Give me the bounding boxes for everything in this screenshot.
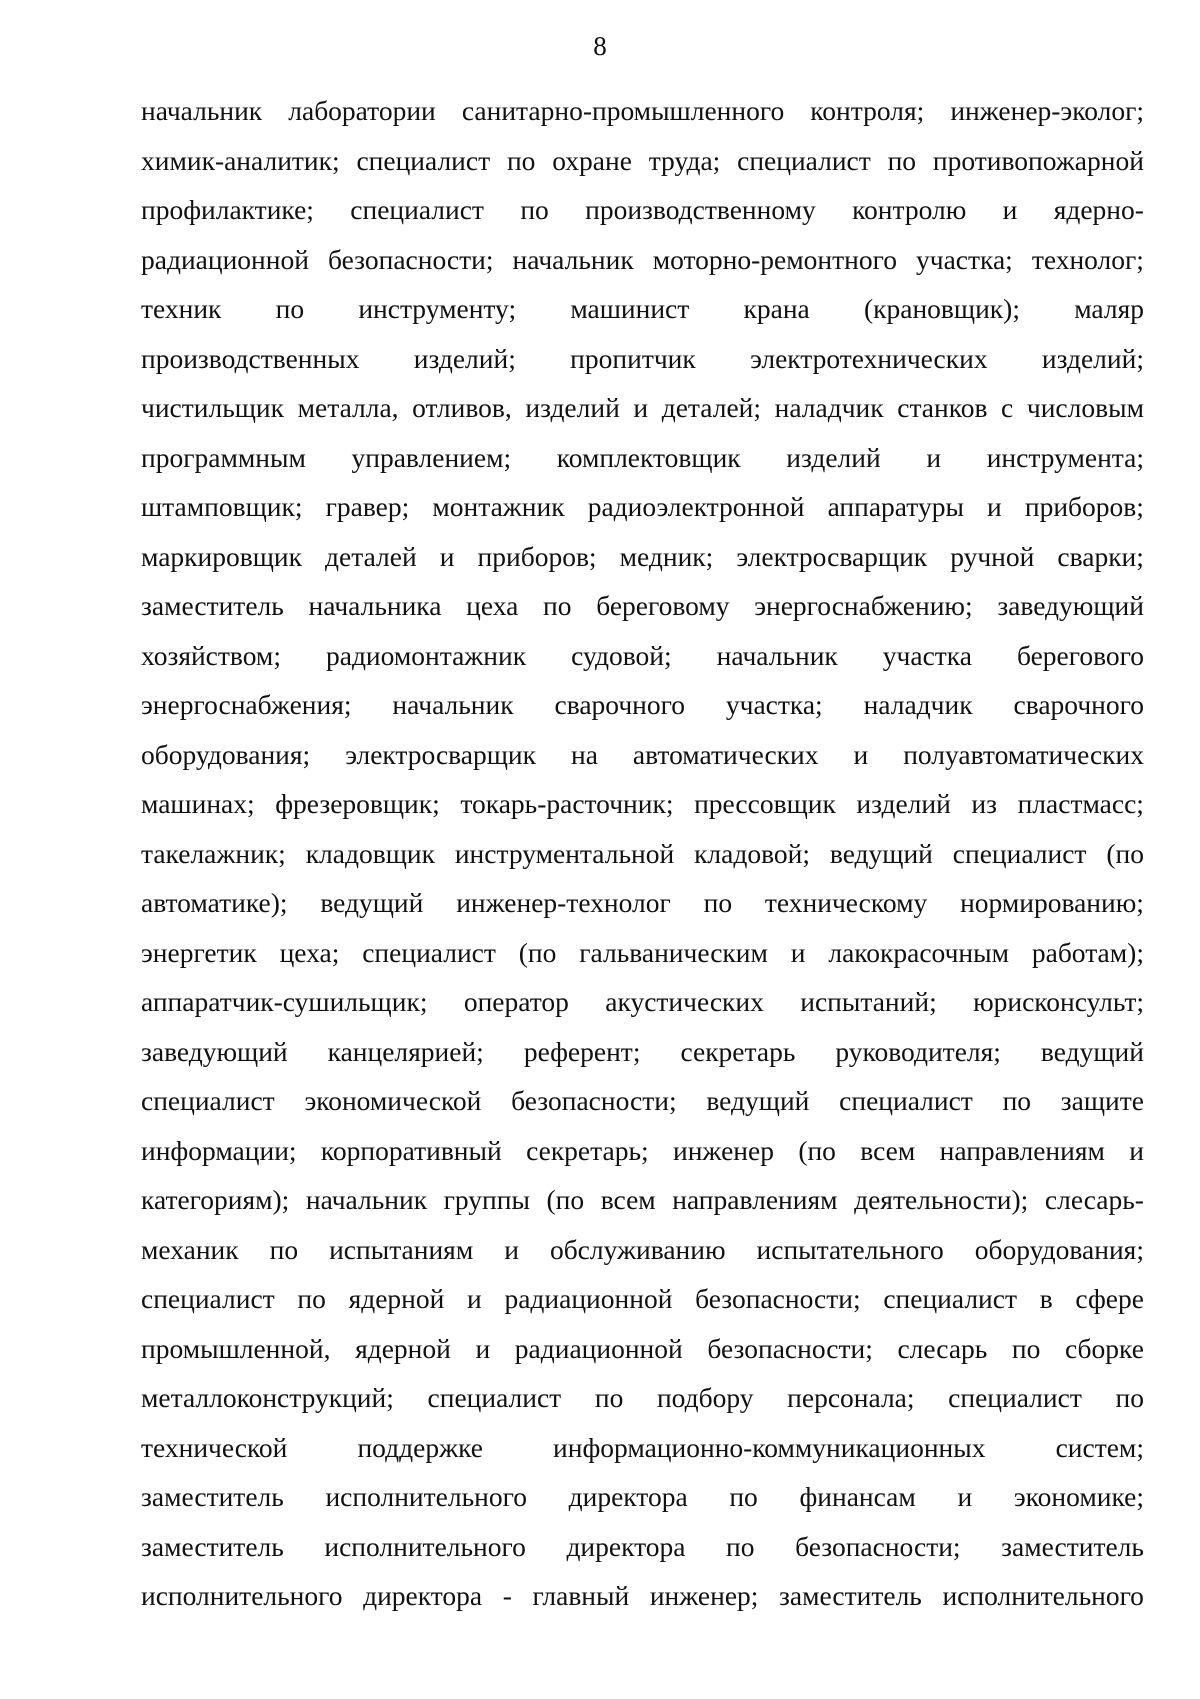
text-word: и [853, 738, 869, 770]
text-line [141, 1225, 1144, 1275]
text-word: техник [141, 293, 222, 324]
text-word: начальник [716, 639, 838, 671]
text-word: начальника [308, 590, 442, 621]
text-word: юрисконсульт; [973, 986, 1144, 1017]
text-word: специалист [356, 144, 491, 176]
text-word: изделий [856, 788, 951, 819]
text-word: работам); [1031, 936, 1144, 968]
text-line [141, 1324, 1144, 1374]
text-word: берегового [1016, 639, 1144, 671]
text-word: автоматике); [141, 887, 288, 918]
text-word: токарь-расточник; [460, 788, 674, 819]
text-line [141, 1175, 1144, 1225]
text-word: автоматических [632, 738, 819, 770]
text-word: сфере [1075, 1283, 1144, 1314]
text-word: производственных [141, 342, 360, 374]
text-word: систем; [1055, 1431, 1144, 1463]
text-line [141, 581, 1144, 631]
text-word: сварочного [554, 689, 685, 720]
text-word: химик-аналитик; [141, 144, 340, 176]
text-word: по [729, 1481, 758, 1512]
text-word: металлоконструкций; [141, 1382, 394, 1413]
text-word: участка; [725, 689, 823, 720]
text-word: (по [1106, 837, 1144, 869]
text-word: на [570, 738, 598, 770]
text-word: производственному [585, 194, 816, 225]
text-line [141, 1274, 1144, 1324]
text-word: числовым [1026, 392, 1144, 423]
text-word: поддержке [357, 1431, 483, 1463]
text-word: группы [443, 1184, 530, 1215]
text-word: секретарь; [526, 1134, 649, 1166]
text-word: лаборатории [288, 95, 436, 126]
text-word: ручной [950, 540, 1035, 572]
text-word: ядерно- [1053, 194, 1144, 225]
text-word: всем [600, 1184, 656, 1215]
text-word: изделий; [413, 342, 516, 374]
text-word: электротехнических [750, 342, 988, 374]
text-word: канцелярией; [327, 1035, 484, 1067]
text-line [141, 1472, 1144, 1522]
text-word: (по [798, 1134, 836, 1166]
text-word: труда; [648, 144, 721, 176]
text-word: и [1002, 194, 1018, 225]
text-word: по [275, 293, 305, 324]
text-word: специалист [350, 194, 484, 225]
text-word: участка [882, 639, 972, 671]
text-line [141, 1373, 1144, 1423]
text-word: в [1039, 1283, 1053, 1314]
text-word: радиомонтажник [325, 639, 527, 671]
text-word: энергоснабжения; [141, 689, 352, 720]
text-word: безопасности; [695, 1283, 861, 1314]
text-word: монтажник [432, 491, 565, 522]
text-word: участка; [915, 243, 1013, 275]
text-word: металла, [297, 392, 399, 423]
text-word: заместитель [141, 1481, 284, 1512]
text-word: цеха [466, 590, 519, 621]
text-word: финансам [799, 1481, 916, 1512]
page-number: 8 [593, 31, 607, 61]
text-word: оборудования; [974, 1233, 1144, 1265]
text-word: фрезеровщик; [275, 788, 440, 819]
text-word: береговому [596, 590, 730, 621]
text-line [141, 1076, 1144, 1126]
text-word: крана [743, 293, 810, 324]
text-word: инструментальной [454, 837, 675, 869]
body-text [141, 86, 1144, 1621]
text-word: полуавтоматических [903, 738, 1144, 770]
text-word: испытаний; [800, 986, 937, 1017]
text-word: референт; [523, 1035, 641, 1067]
text-word: энергетик [141, 936, 257, 968]
text-word: специалист [427, 1382, 562, 1413]
text-line [141, 433, 1144, 483]
text-word: заместитель [141, 1530, 284, 1562]
text-word: заместитель [141, 590, 284, 621]
text-line [141, 235, 1144, 285]
text-word: (крановщик); [863, 293, 1020, 324]
text-word: (по [518, 936, 557, 968]
text-word: с [1001, 392, 1014, 423]
text-word: приборов; [1024, 491, 1144, 522]
text-line [141, 136, 1144, 186]
text-word: по [594, 1382, 624, 1413]
text-word: цеха; [279, 936, 340, 968]
text-word: ядерной [355, 1332, 451, 1364]
text-word: изделий [525, 392, 620, 423]
text-word: оборудования; [141, 738, 311, 770]
text-word: специалист [952, 837, 1087, 869]
text-word: профилактике; [141, 194, 314, 225]
text-word: сборке [1065, 1332, 1144, 1364]
text-word: начальник [141, 95, 263, 126]
text-word: и [987, 491, 1002, 522]
text-word: по [543, 590, 572, 621]
text-word: по [520, 194, 549, 225]
text-word: и [957, 1481, 973, 1512]
text-word: и [633, 392, 649, 423]
text-word: кладовщик [305, 837, 435, 869]
text-word: начальник [305, 1184, 428, 1215]
text-word: аппаратуры [827, 491, 964, 522]
text-word: кладовой; [694, 837, 810, 869]
text-word: и [504, 1233, 519, 1265]
text-word: из [971, 788, 998, 819]
text-word: такелажник; [141, 837, 286, 869]
text-word: по [887, 144, 917, 176]
text-line [141, 631, 1144, 681]
text-word: безопасности; [795, 1530, 961, 1562]
text-line [141, 1126, 1144, 1176]
text-word: техническому [764, 887, 928, 918]
text-word: управлением; [351, 441, 512, 473]
text-word: деталей [325, 540, 417, 572]
text-word: заведующий [997, 590, 1144, 621]
text-word: направлениям [672, 1184, 838, 1215]
text-word: защите [1060, 1085, 1144, 1116]
text-word: механик [141, 1233, 239, 1265]
text-word: директора [568, 1481, 688, 1512]
text-word: заместитель [779, 1580, 922, 1611]
text-line [141, 680, 1144, 730]
text-word: и [439, 540, 455, 572]
text-word: отливов, [412, 392, 512, 423]
text-word: начальник [512, 243, 634, 275]
text-line [141, 1522, 1144, 1572]
text-word: секретарь [680, 1035, 796, 1067]
text-word: программным [141, 441, 306, 473]
text-word: охране [552, 144, 632, 176]
text-line [141, 383, 1144, 433]
text-word: сварочного [1013, 689, 1144, 720]
text-word: слесарь [897, 1332, 988, 1364]
text-word: главный [532, 1580, 630, 1611]
text-word: и [926, 441, 942, 473]
text-word: - [502, 1580, 512, 1611]
text-line [141, 185, 1144, 235]
text-word: по [297, 1283, 326, 1314]
text-word: гальваническим [579, 936, 768, 968]
text-line [141, 1423, 1144, 1473]
text-word: сварки; [1057, 540, 1144, 572]
text-word: (по [546, 1184, 585, 1215]
text-word: специалист [362, 936, 496, 968]
text-word: пластмасс; [1017, 788, 1144, 819]
text-word: экономической [304, 1085, 482, 1116]
text-line [141, 334, 1144, 384]
text-line [141, 928, 1144, 978]
text-word: гравер; [325, 491, 410, 522]
text-word: начальник [392, 689, 514, 720]
text-word: инженер-эколог; [950, 95, 1144, 126]
text-word: директора [566, 1530, 686, 1562]
text-line [141, 532, 1144, 582]
text-word: и [1129, 1134, 1144, 1166]
text-word: исполнительного [324, 1530, 526, 1562]
text-word: и [467, 1283, 482, 1314]
text-word: энергоснабжению; [754, 590, 973, 621]
text-word: радиационной [141, 243, 309, 275]
text-word: специалист [141, 1283, 275, 1314]
text-word: экономике; [1013, 1481, 1144, 1512]
text-word: электросварщик [736, 540, 928, 572]
text-line [141, 779, 1144, 829]
text-word: деятельности); [854, 1184, 1029, 1215]
text-word: исполнительного [942, 1580, 1144, 1611]
text-word: инженер; [649, 1580, 759, 1611]
text-word: промышленной, [141, 1332, 331, 1364]
text-line [141, 977, 1144, 1027]
text-word: информации; [141, 1134, 297, 1166]
text-word: испытательного [756, 1233, 944, 1265]
text-word: маркировщик [141, 540, 302, 572]
text-word: по [1115, 1382, 1144, 1413]
text-word: специалист [883, 1283, 1018, 1314]
text-word: специалист [737, 144, 871, 176]
text-word: радиационной [504, 1283, 673, 1314]
text-word: специалист [948, 1382, 1082, 1413]
text-word: направлениям [939, 1134, 1105, 1166]
text-word: технолог; [1031, 243, 1144, 275]
text-word: инструмента; [986, 441, 1144, 473]
text-word: корпоративный [320, 1134, 502, 1166]
text-word: исполнительного [325, 1481, 527, 1512]
text-word: акустических [605, 986, 764, 1017]
text-word: изделий [786, 441, 881, 473]
text-word: машинах; [141, 788, 255, 819]
text-word: по [269, 1233, 299, 1265]
text-word: контроля; [810, 95, 925, 126]
text-word: инженер [673, 1134, 774, 1166]
text-word: наладчик [863, 689, 973, 720]
text-word: наладчик [774, 392, 884, 423]
text-line [141, 878, 1144, 928]
text-word: слесарь- [1044, 1184, 1144, 1215]
text-word: и [475, 1332, 491, 1364]
text-word: медник; [619, 540, 714, 572]
text-line [141, 482, 1144, 532]
text-word: по [506, 144, 536, 176]
text-word: ядерной [348, 1283, 445, 1314]
text-word: пропитчик [570, 342, 696, 374]
text-word: заведующий [141, 1035, 288, 1067]
text-line [141, 829, 1144, 879]
text-word: чистильщик [141, 392, 285, 423]
text-word: приборов; [477, 540, 597, 572]
text-word: директора [363, 1580, 483, 1611]
text-word: радиоэлектронной [587, 491, 805, 522]
text-word: аппаратчик-сушильщик; [141, 986, 428, 1017]
text-word: ведущий [706, 1085, 810, 1116]
text-word: ведущий [829, 837, 933, 869]
text-word: инженер-технолог [456, 887, 671, 918]
text-line [141, 1027, 1144, 1077]
text-word: лакокрасочным [828, 936, 1009, 968]
text-word: по [1011, 1332, 1041, 1364]
text-word: ведущий [1040, 1035, 1144, 1067]
text-word: безопасности; [511, 1085, 677, 1116]
text-line [141, 1571, 1144, 1621]
text-word: изделий; [1041, 342, 1144, 374]
text-word: по [1002, 1085, 1032, 1116]
text-word: испытаниям [329, 1233, 474, 1265]
text-line [141, 284, 1144, 334]
text-word: специалист [141, 1085, 275, 1116]
text-word: безопасности; [328, 243, 494, 275]
text-word: комплектовщик [556, 441, 741, 473]
text-word: информационно-коммуникационных [553, 1431, 986, 1463]
text-word: прессовщик [694, 788, 836, 819]
text-word: судовой; [571, 639, 672, 671]
text-word: моторно-ремонтного [652, 243, 897, 275]
text-word: по [726, 1530, 755, 1562]
text-line [141, 730, 1144, 780]
text-line [141, 86, 1144, 136]
text-word: и [790, 936, 806, 968]
text-word: всем [860, 1134, 916, 1166]
text-word: деталей; [661, 392, 762, 423]
text-word: противопожарной [932, 144, 1144, 176]
text-word: машинист [570, 293, 690, 324]
text-word: хозяйством; [141, 639, 281, 671]
text-word: категориям); [141, 1184, 290, 1215]
text-word: ведущий [320, 887, 424, 918]
text-word: безопасности; [707, 1332, 873, 1364]
text-word: нормированию; [960, 887, 1144, 918]
text-word: заместитель [1001, 1530, 1144, 1562]
text-word: станков [897, 392, 988, 423]
text-word: специалист [839, 1085, 973, 1116]
text-word: технической [141, 1431, 288, 1463]
text-word: радиационной [514, 1332, 683, 1364]
text-word: маляр [1074, 293, 1144, 324]
text-word: персонала; [787, 1382, 915, 1413]
text-word: исполнительного [141, 1580, 343, 1611]
text-word: штамповщик; [141, 491, 303, 522]
text-word: руководителя; [835, 1035, 1001, 1067]
text-word: санитарно-промышленного [461, 95, 785, 126]
text-word: инструменту; [358, 293, 517, 324]
text-word: контролю [852, 194, 967, 225]
text-word: подбору [656, 1382, 754, 1413]
text-word: оператор [463, 986, 569, 1017]
text-word: по [703, 887, 733, 918]
text-word: обслуживанию [549, 1233, 726, 1265]
text-word: электросварщик [345, 738, 536, 770]
